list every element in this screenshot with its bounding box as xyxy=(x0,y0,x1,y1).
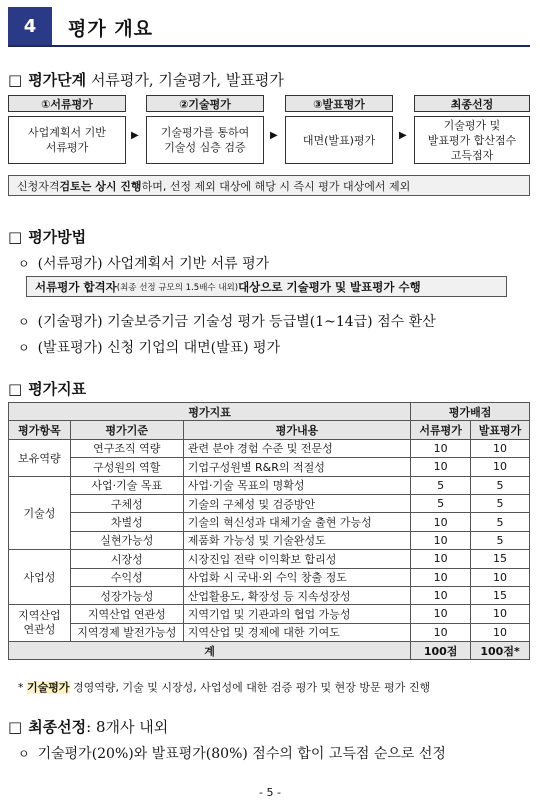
criterion-cell: 구체성 xyxy=(70,494,183,512)
pres-score-cell: 10 xyxy=(471,439,530,457)
table-top-right: 평가배점 xyxy=(411,403,530,421)
criterion-cell: 구성원의 역할 xyxy=(70,458,183,476)
note-text-post: 하며, 선정 제외 대상에 해당 시 즉시 평가 대상에서 제외 xyxy=(141,179,411,193)
category-cell: 사업성 xyxy=(9,550,71,605)
pres-score-cell: 15 xyxy=(471,550,530,568)
content-cell: 기업구성원별 R&R의 적절성 xyxy=(183,458,410,476)
footnote-mark: * xyxy=(18,681,27,694)
arrow-icon: ▶ xyxy=(399,130,407,141)
stages-desc: 서류평가, 기술평가, 발표평가 xyxy=(90,71,284,89)
table-row xyxy=(9,623,530,641)
pres-score-cell: 10 xyxy=(471,568,530,586)
doc-score-cell: 10 xyxy=(411,439,471,457)
pres-score-cell: 5 xyxy=(471,531,530,549)
stage-step-body: 사업계획서 기반 서류평가 xyxy=(8,116,126,164)
content-cell: 시장진입 전략 이익확보 합리성 xyxy=(183,550,410,568)
content-cell: 기술의 구체성 및 검증방안 xyxy=(183,494,410,512)
indicators-heading: 평가지표 xyxy=(28,380,87,398)
pres-score-cell: 10 xyxy=(471,605,530,623)
stages-heading: 평가단계 xyxy=(28,71,87,89)
indicators-table xyxy=(8,402,530,660)
method-heading: 평가방법 xyxy=(28,228,87,246)
col-header: 서류평가 xyxy=(411,421,471,439)
stage-step-3 xyxy=(285,95,393,165)
method-bullet-3 xyxy=(18,337,280,357)
doc-score-cell: 10 xyxy=(411,513,471,531)
method-note xyxy=(26,276,507,297)
method-note-small: (최종 선정 규모의 1.5배수 내외) xyxy=(116,282,239,293)
category-cell: 지역산업 연관성 xyxy=(9,605,71,642)
table-row xyxy=(9,458,530,476)
stage-step-body: 대면(발표)평가 xyxy=(285,116,393,164)
content-cell: 사업화 시 국내·외 수익 창출 정도 xyxy=(183,568,410,586)
section-title: 평가 개요 xyxy=(68,18,154,40)
footnote-bold: 기술평가 xyxy=(27,681,70,694)
total-doc: 100점 xyxy=(411,642,471,660)
bullet-mark: ㅇ xyxy=(18,315,30,329)
section-number: 4 xyxy=(8,7,52,45)
section-box: □ xyxy=(8,71,23,89)
table-total-row xyxy=(9,642,530,660)
stage-step-body: 기술평가를 통하여 기술성 심층 검증 xyxy=(146,116,264,164)
doc-score-cell: 5 xyxy=(411,476,471,494)
total-label: 계 xyxy=(9,642,411,660)
bullet-mark: ㅇ xyxy=(18,341,30,355)
method-note-bold1: 서류평가 합격자 xyxy=(35,279,117,294)
col-header: 평가내용 xyxy=(183,421,410,439)
criterion-cell: 연구조직 역량 xyxy=(70,439,183,457)
criterion-cell: 지역산업 연관성 xyxy=(70,605,183,623)
method-note-bold2: 대상으로 기술평가 및 발표평가 수행 xyxy=(238,279,421,294)
table-col-header-row xyxy=(9,421,530,439)
table-row xyxy=(9,439,530,457)
criterion-cell: 성장가능성 xyxy=(70,586,183,604)
final-desc: : 8개사 내외 xyxy=(86,718,169,736)
stage-step-label: 최종선정 xyxy=(414,95,530,112)
content-cell: 산업활용도, 확장성 등 지속성장성 xyxy=(183,586,410,604)
criterion-cell: 지역경제 발전가능성 xyxy=(70,623,183,641)
bullet-text: 기술평가(20%)와 발표평가(80%) 점수의 합이 고득점 순으로 선정 xyxy=(37,746,446,762)
stage-step-label: ③발표평가 xyxy=(285,95,393,112)
doc-score-cell: 10 xyxy=(411,458,471,476)
table-footnote xyxy=(18,679,430,695)
table-row xyxy=(9,513,530,531)
eligibility-note xyxy=(8,175,530,196)
pres-score-cell: 5 xyxy=(471,494,530,512)
criterion-cell: 차별성 xyxy=(70,513,183,531)
criterion-cell: 실현가능성 xyxy=(70,531,183,549)
content-cell: 지역기업 및 기관과의 협업 가능성 xyxy=(183,605,410,623)
doc-score-cell: 5 xyxy=(411,494,471,512)
stage-step-4 xyxy=(414,95,530,165)
table-row xyxy=(9,568,530,586)
table-row xyxy=(9,550,530,568)
content-cell: 관련 분야 경험 수준 및 전문성 xyxy=(183,439,410,457)
bullet-text: (서류평가) 사업계획서 기반 서류 평가 xyxy=(37,256,270,272)
note-text-bold: 검토는 상시 진행 xyxy=(59,179,142,193)
indicators-heading-line xyxy=(8,378,86,399)
total-pres: 100점* xyxy=(471,642,530,660)
col-header: 발표평가 xyxy=(471,421,530,439)
criterion-cell: 수익성 xyxy=(70,568,183,586)
section-box: □ xyxy=(8,228,23,246)
pres-score-cell: 15 xyxy=(471,586,530,604)
table-row xyxy=(9,586,530,604)
criterion-cell: 사업·기술 목표 xyxy=(70,476,183,494)
doc-score-cell: 10 xyxy=(411,586,471,604)
bullet-text: (발표평가) 신청 기업의 대면(발표) 평가 xyxy=(37,340,281,356)
col-header: 평가기준 xyxy=(70,421,183,439)
stage-flow xyxy=(8,95,530,165)
method-bullet-1 xyxy=(18,253,269,273)
pres-score-cell: 10 xyxy=(471,623,530,641)
note-text-pre: 신청자격 xyxy=(17,179,60,193)
bullet-text: (기술평가) 기술보증기금 기술성 평가 등급별(1~14급) 점수 환산 xyxy=(37,314,436,330)
criterion-cell: 시장성 xyxy=(70,550,183,568)
doc-score-cell: 10 xyxy=(411,623,471,641)
final-bullet xyxy=(18,743,446,763)
pres-score-cell: 5 xyxy=(471,513,530,531)
arrow-icon: ▶ xyxy=(131,130,139,141)
table-header-row xyxy=(9,403,530,421)
method-heading-line xyxy=(8,226,86,247)
content-cell: 제품화 가능성 및 기술완성도 xyxy=(183,531,410,549)
table-row xyxy=(9,476,530,494)
stage-step-2 xyxy=(146,95,264,165)
arrow-icon: ▶ xyxy=(270,130,278,141)
stages-heading-line xyxy=(8,69,284,90)
category-cell: 보유역량 xyxy=(9,439,71,476)
category-cell: 기술성 xyxy=(9,476,71,550)
content-cell: 사업·기술 목표의 명확성 xyxy=(183,476,410,494)
stage-step-body: 기술평가 및 발표평가 합산점수 고득점자 xyxy=(414,116,530,164)
method-bullet-2 xyxy=(18,311,436,331)
doc-score-cell: 10 xyxy=(411,550,471,568)
page-number: - 5 - xyxy=(259,786,281,799)
table-top-left: 평가지표 xyxy=(9,403,411,421)
bullet-mark: ㅇ xyxy=(18,747,30,761)
section-header xyxy=(8,7,530,47)
content-cell: 지역산업 및 경제에 대한 기여도 xyxy=(183,623,410,641)
pres-score-cell: 10 xyxy=(471,458,530,476)
stage-step-label: ①서류평가 xyxy=(8,95,126,112)
section-box: □ xyxy=(8,718,23,736)
content-cell: 기술의 혁신성과 대체기술 출현 가능성 xyxy=(183,513,410,531)
final-heading: 최종선정 xyxy=(28,718,87,736)
col-header: 평가항목 xyxy=(9,421,71,439)
footnote-text: 경영역량, 기술 및 시장성, 사업성에 대한 검증 평가 및 현장 방문 평가 진행 xyxy=(69,681,431,694)
table-row xyxy=(9,531,530,549)
doc-score-cell: 10 xyxy=(411,531,471,549)
doc-score-cell: 10 xyxy=(411,605,471,623)
stage-step-label: ②기술평가 xyxy=(146,95,264,112)
bullet-mark: ㅇ xyxy=(18,257,30,271)
table-row xyxy=(9,605,530,623)
stage-step-1 xyxy=(8,95,126,165)
final-heading-line xyxy=(8,716,168,737)
pres-score-cell: 5 xyxy=(471,476,530,494)
section-box: □ xyxy=(8,380,23,398)
table-row xyxy=(9,494,530,512)
doc-score-cell: 10 xyxy=(411,568,471,586)
